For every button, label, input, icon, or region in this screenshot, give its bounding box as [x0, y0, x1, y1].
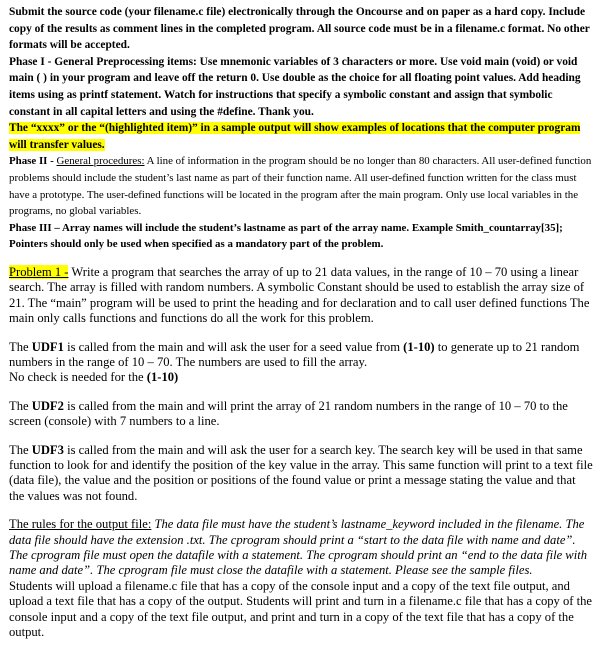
udf2-name: UDF2: [31, 398, 64, 413]
phase-three-rules: [9, 220, 593, 253]
udf1-range-2: (1-10): [146, 370, 179, 385]
output-rules-paragraph: [9, 517, 593, 640]
phase-one-rules: Phase I - General Preprocessing items: Use mnemonic variables of 3 characters or more. Use void main (void) or void main ( ) in your program and leave off the return 0. Use double as the choice for all floating point values. Add heading items using as printf statement. Watch for instructions that specify a symbolic constant and assign that symbolic constant in all capital letters and using the #define. Thank you.: [9, 55, 581, 118]
udf2-paragraph: [9, 399, 593, 430]
output-rules-label: The rules for the output file:: [9, 517, 152, 532]
highlighted-text: The “xxxx” or the “(highlighted item)” in a sample output will show examples of locations that the computer program will transfer values.: [9, 122, 581, 151]
udf1-text-a: The: [9, 339, 32, 354]
highlight-note: [9, 120, 593, 153]
problem-text: Write a program that searches the array of up to 21 data values, in the range of 10 – 70 using a linear search. The array is filled with random numbers. A symbolic Constant should be used to establish the array size of 21. The “main” program will be used to print the heading and for declaration and to call user defined functions The main only calls functions and functions do all the work for this problem.: [9, 264, 590, 326]
problem-tag: Problem 1 -: [9, 264, 69, 279]
udf1-text-f: No check is needed for the: [9, 370, 147, 385]
assignment-document: [9, 4, 593, 640]
udf1-text-c: is called from the main and will ask the user for a seed value from: [63, 339, 404, 354]
phase-two-text: A line of information in the program should be no longer than 80 characters. All user-defined function problems should include the student’s last name as part of their function name. All user-defined function written for the class must have a prototype. The user-defined functions will be located in the program after the main program. Only use local variables in the programs, no global variables.: [9, 155, 592, 218]
output-rules-italic: The data file must have the student’s lastname_keyword included in the filename. The data file should have the extension .txt. The cprogram should print a “start to the data file with name and date”. The cprogram file must open the datafile with a statement. The cprogram should print an “end to the data file with name and date”. The cprogram file must close the datafile with a statement. Please see the sample files.: [9, 517, 588, 578]
udf2-text-a: The: [9, 398, 32, 413]
udf3-paragraph: [9, 443, 593, 505]
phase-three-text: Phase III – Array names will include the student’s lastname as part of the array name. Example Smith_countarray[35]; Pointers should only be used when specified as a mandatory part of the problem.: [9, 221, 563, 251]
problem-statement: [9, 265, 593, 327]
udf3-text-a: The: [9, 442, 32, 457]
udf1-name: UDF1: [31, 339, 64, 354]
udf1-paragraph: [9, 340, 593, 386]
udf1-range: (1-10): [403, 339, 435, 354]
phase-two-rules: [9, 153, 593, 219]
output-rules-rest: Students will upload a filename.c file that has a copy of the console input and a copy of the text file output, and upload a text file that has a copy of the output. Students will print and turn in a filename.c file that has a copy of the console input and a copy of the text file output, and print and turn in a copy of the text file that has a copy of the output.: [9, 578, 593, 640]
general-procedures-link: General procedures:: [56, 155, 145, 168]
udf3-name: UDF3: [31, 442, 64, 457]
submission-instructions: Submit the source code (your filename.c file) electronically through the Oncourse and on paper as a hard copy. Include copy of the results as comment lines in the completed program. All source code must be in a filename.c format. No other formats will be accepted.: [9, 6, 590, 52]
udf1-text-e: to generate up to 21 random numbers in the range of 10 – 70. The numbers are used to fill the array.: [9, 339, 580, 369]
phase-two-label: Phase II -: [9, 155, 57, 168]
udf2-text-c: is called from the main and will print the array of 21 random numbers in the range of 10 – 70 to the screen (console) with 7 numbers to a line.: [9, 398, 568, 429]
udf3-text-c: is called from the main and will ask the user for a search key. The search key will be used in that same function to look for and identify the position of the key value in the array. This same function will print to a text file (data file), the value and the position or positions of the found value or print a message stating the value and that the values was not found.: [9, 442, 593, 503]
